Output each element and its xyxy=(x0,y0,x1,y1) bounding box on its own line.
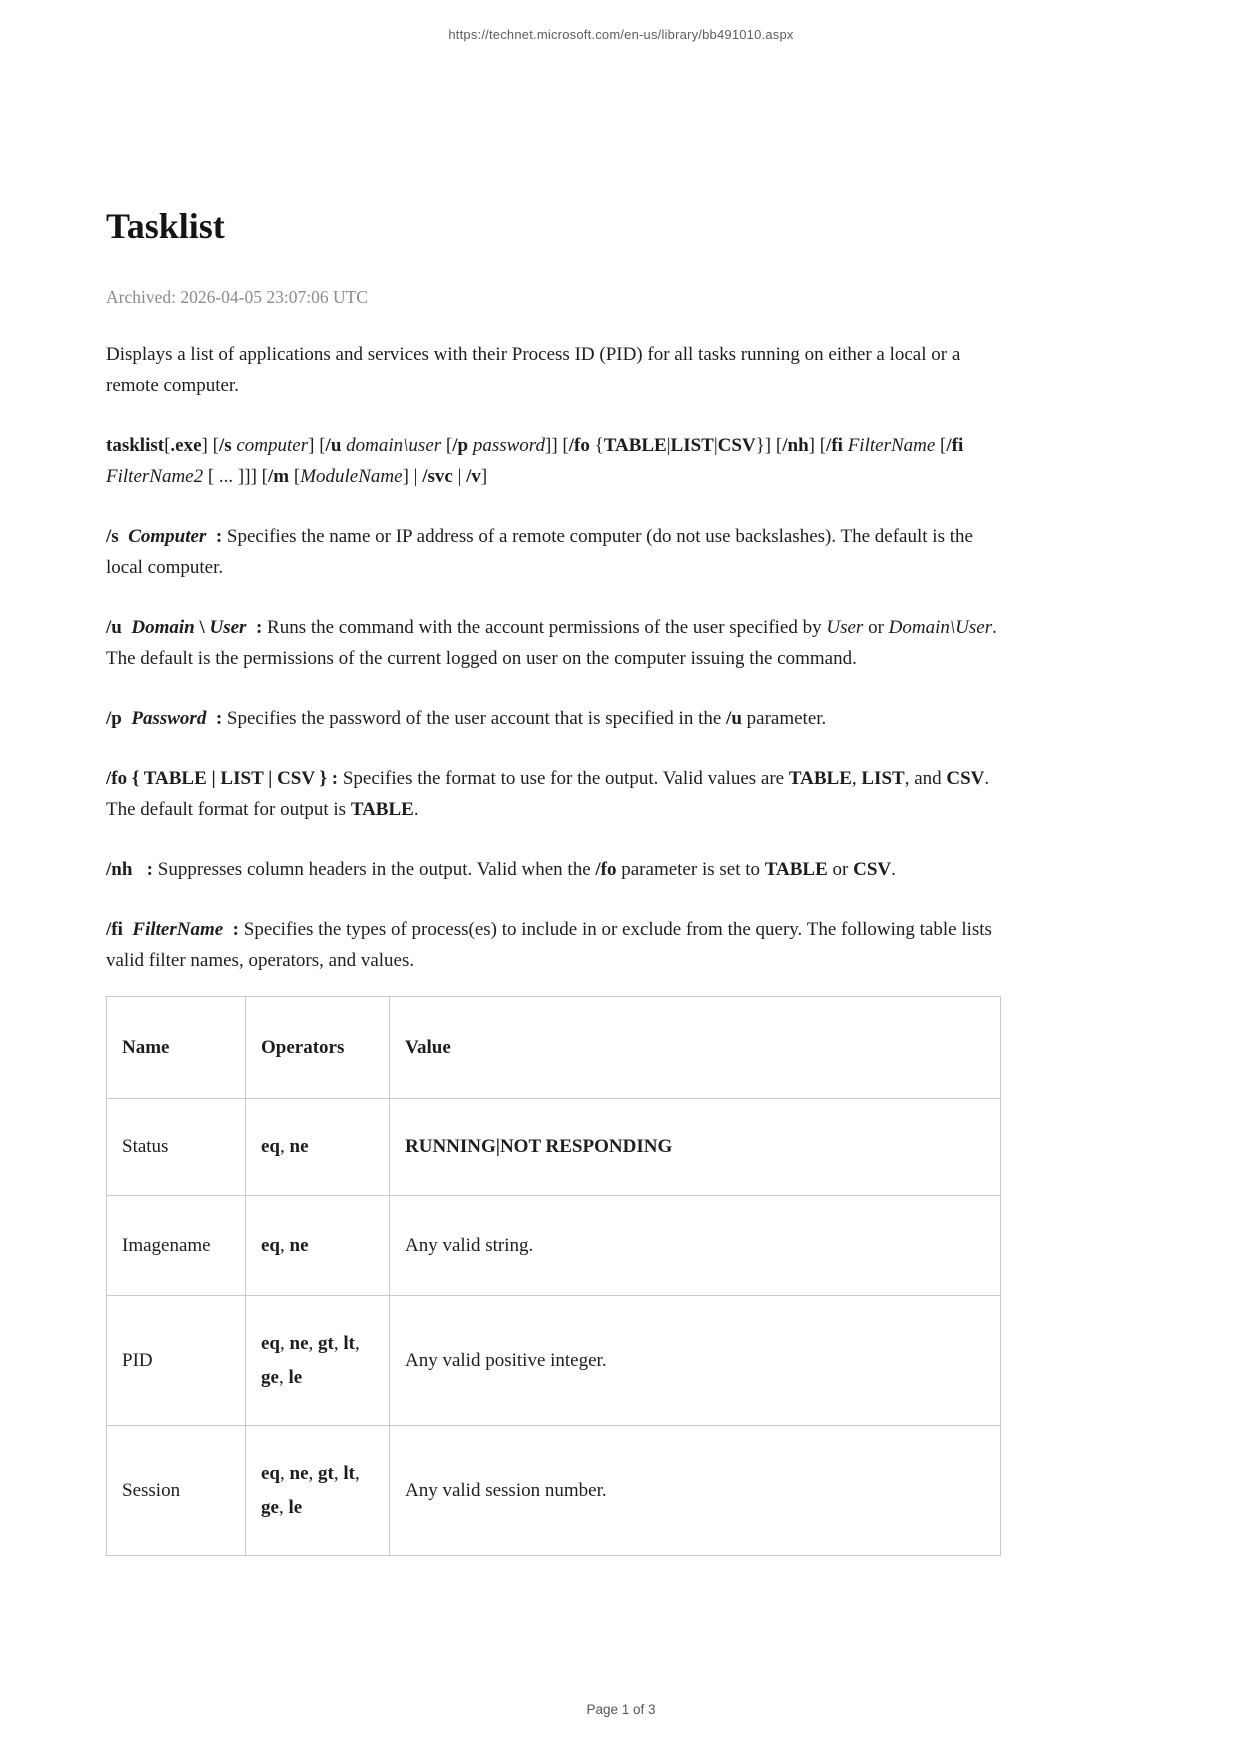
param-fo: /fo { TABLE | LIST | CSV } : Specifies the format to use for the output. Valid values are TABLE, LIST, and CSV. The default format for output is TABLE. xyxy=(106,768,990,820)
filter-operators: eq, ne xyxy=(246,1099,390,1196)
column-header-operators: Operators xyxy=(246,997,390,1099)
filter-value: RUNNING|NOT RESPONDING xyxy=(390,1099,1001,1196)
param-nh: /nh : Suppresses column headers in the output. Valid when the /fo parameter is set to TABLE or CSV. xyxy=(106,859,896,880)
article xyxy=(106,0,1000,1556)
param-u: /u Domain \ User : Runs the command with the account permissions of the user specified by User or Domain\User. The default is the permissions of the current logged on user on the computer issuing the command. xyxy=(106,617,997,669)
column-header-name: Name xyxy=(107,997,246,1099)
table-row-imagename xyxy=(107,1196,1001,1296)
filter-operators: eq, ne, gt, lt, ge, le xyxy=(246,1296,390,1426)
intro-paragraph: Displays a list of applications and services with their Process ID (PID) for all tasks running on either a local or a remote computer. xyxy=(106,344,961,396)
filter-name: PID xyxy=(107,1296,246,1426)
param-p: /p Password : Specifies the password of the user account that is specified in the /u parameter. xyxy=(106,708,827,729)
filter-value: Any valid session number. xyxy=(390,1426,1001,1556)
filter-operators: eq, ne, gt, lt, ge, le xyxy=(246,1426,390,1556)
table-row-session xyxy=(107,1426,1001,1556)
archived-timestamp: Archived: 2026-04-05 23:07:06 UTC xyxy=(106,287,368,307)
table-header-row xyxy=(107,997,1001,1099)
filter-value: Any valid string. xyxy=(390,1196,1001,1296)
filter-name: Session xyxy=(107,1426,246,1556)
syntax-line: tasklist[.exe] [/s computer] [/u domain\user [/p password]] [/fo {TABLE|LIST|CSV}] [/nh] [/fi FilterName [/fi FilterName2 [ ... ]]] [/m [ModuleName] | /svc | /v] xyxy=(106,435,964,487)
column-header-value: Value xyxy=(390,997,1001,1099)
filter-value: Any valid positive integer. xyxy=(390,1296,1001,1426)
page-title: Tasklist xyxy=(106,206,225,246)
filter-operators: eq, ne xyxy=(246,1196,390,1296)
page-number: Page 1 of 3 xyxy=(586,1702,656,1717)
print-header-url: https://technet.microsoft.com/en-us/library/bb491010.aspx xyxy=(448,27,794,42)
table-row-pid xyxy=(107,1296,1001,1426)
filter-table xyxy=(106,996,1001,1556)
filter-name: Status xyxy=(107,1099,246,1196)
param-s: /s Computer : Specifies the name or IP address of a remote computer (do not use backslashes). The default is the local computer. xyxy=(106,526,973,578)
table-row-status xyxy=(107,1099,1001,1196)
param-fi: /fi FilterName : Specifies the types of process(es) to include in or exclude from the query. The following table lists valid filter names, operators, and values. xyxy=(106,919,992,971)
filter-name: Imagename xyxy=(107,1196,246,1296)
